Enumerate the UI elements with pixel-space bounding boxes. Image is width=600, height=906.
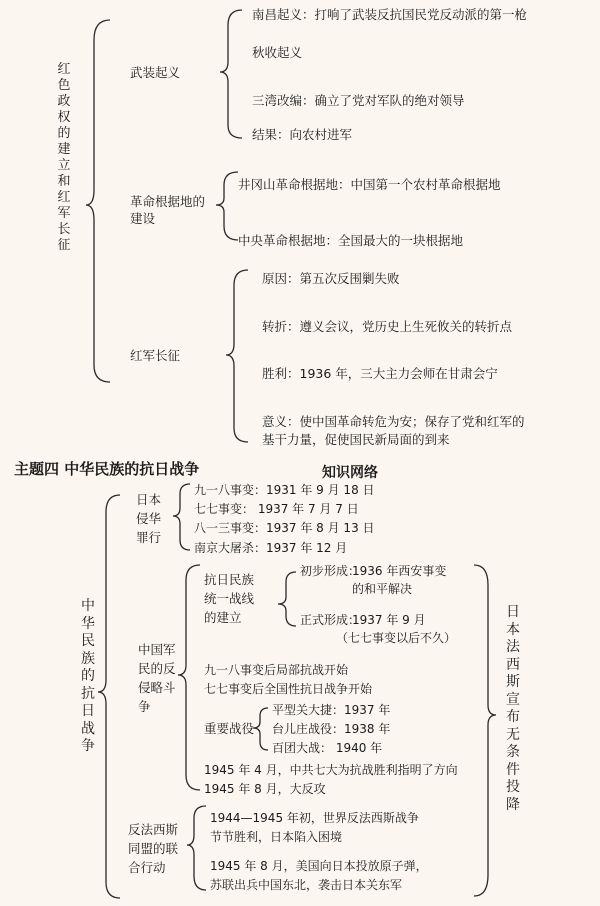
resistance-line-3: 1945 年 4 月，中共七大为抗战胜利指明了方向	[204, 763, 458, 777]
front-formal-text2: （七七事变以后不久）	[336, 631, 457, 645]
base-item-2: 中央革命根据地：全国最大的一块根据地	[238, 233, 464, 248]
battles-item-1: 平型关大捷：1937 年	[272, 703, 391, 717]
section1-title: 红色政权的建立和红军长征	[57, 62, 71, 253]
section2-subheading: 知识网络	[322, 465, 378, 481]
uprising-item-3: 三湾改编：确立了党对军队的绝对领导	[252, 93, 465, 108]
base-label: 革命根据地的建设	[130, 194, 206, 226]
right-title: 日本法西斯宣布无条件投降	[506, 604, 520, 813]
march-item-5: 基干力量，促使国民新局面的到来	[262, 432, 450, 447]
march-item-3: 胜利：1936 年，三大主力会师在甘肃会宁	[262, 366, 498, 381]
resistance-line-4: 1945 年 8 月，大反攻	[204, 782, 326, 796]
alliance-item-4: 苏联出兵中国东北，袭击日本关东军	[210, 878, 403, 892]
march-item-1: 原因：第五次反围剿失败	[262, 271, 400, 286]
base-item-1: 井冈山革命根据地：中国第一个农村革命根据地	[238, 177, 501, 192]
uprising-item-2: 秋收起义	[252, 45, 303, 60]
resistance-line-2: 七七事变后全国性抗日战争开始	[204, 682, 373, 696]
section2-heading: 主题四 中华民族的抗日战争	[14, 460, 200, 478]
crimes-item-1: 九一八事变：1931 年 9 月 18 日	[194, 483, 375, 497]
battles-item-2: 台儿庄战役：1938 年	[272, 722, 391, 736]
alliance-item-2: 节节胜利，日本陷入困境	[210, 830, 343, 844]
battles-item-3: 百团大战： 1940 年	[272, 741, 383, 755]
march-item-2: 转折：遵义会议，党历史上生死攸关的转折点	[262, 319, 513, 334]
battles-label: 重要战役	[204, 721, 255, 736]
alliance-label: 反法西斯同盟的联合行动	[128, 822, 179, 875]
section2-title: 中华民族的抗日战争	[81, 598, 95, 754]
front-initial-label: 初步形成：	[300, 564, 361, 578]
resistance-label: 中国军民的反侵略斗争	[138, 642, 176, 714]
resistance-line-1: 九一八事变后局部抗战开始	[204, 663, 349, 677]
front-label: 抗日民族统一战线的建立	[204, 572, 255, 625]
uprising-label: 武装起义	[130, 65, 181, 80]
alliance-item-1: 1944—1945 年初，世界反法西斯战争	[210, 811, 419, 825]
march-item-4: 意义：使中国革命转危为安；保存了党和红军的	[262, 414, 525, 429]
crimes-item-4: 南京大屠杀：1937 年 12 月	[194, 541, 348, 555]
front-initial-text2: 的和平解决	[352, 582, 413, 596]
front-formal-label: 正式形成：	[300, 613, 361, 627]
march-label: 红军长征	[130, 348, 181, 363]
front-formal-text: 1937 年 9 月	[352, 613, 426, 627]
alliance-item-3: 1945 年 8 月，美国向日本投放原子弹，	[210, 859, 428, 873]
crimes-item-2: 七七事变： 1937 年 7 月 7 日	[194, 502, 359, 516]
front-initial-text: 1936 年西安事变	[352, 564, 447, 578]
uprising-item-1: 南昌起义：打响了武装反抗国民党反动派的第一枪	[252, 7, 528, 22]
crimes-label: 日本侵华罪行	[136, 492, 162, 545]
uprising-item-4: 结果：向农村进军	[252, 127, 353, 142]
crimes-item-3: 八一三事变：1937 年 8 月 13 日	[194, 521, 375, 535]
